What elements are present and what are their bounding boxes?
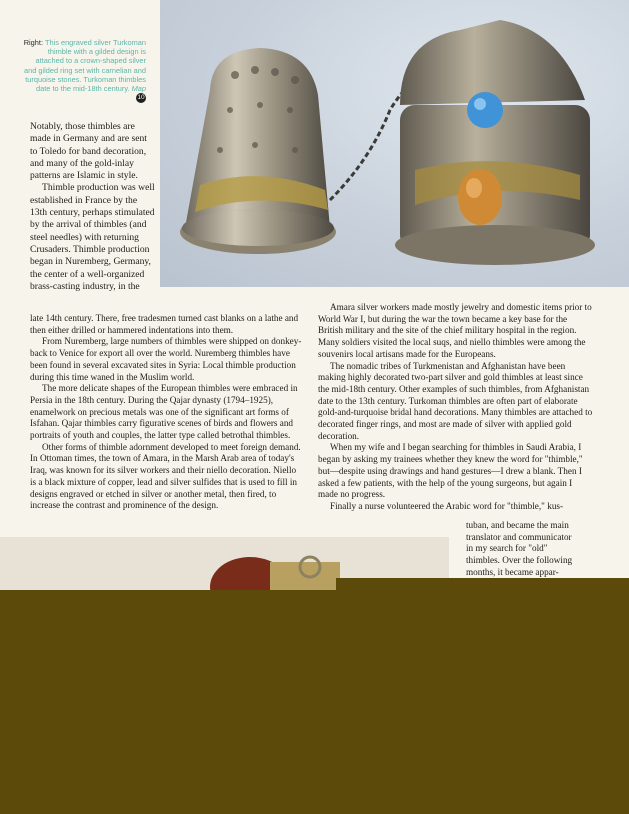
- map-label: Map: [131, 84, 146, 94]
- continued-text: [466, 520, 580, 579]
- map-number-badge: 10: [137, 94, 145, 102]
- paragraph: Finally a nurse volunteered the Arabic word for "thimble," kus-: [330, 500, 564, 511]
- paragraph: Thimble production was well established in France by the 13th century, perhaps stimulated by the arrival of thimbles (and steel needles) with returning Crusaders. Thimble production began in Nuremberg, Germany, the center of a well-organized brass-casting industry, in the: [30, 182, 155, 292]
- paragraph: The more delicate shapes of the European thimbles were embraced in Persia in the 18th century. During the Qajar dynasty (1794–1925), enamelwork on precious metals was one of the significant art forms of Isfahan. Qajar thimbles carry figurative scenes of birds and flowers and portraits of youth and couples, the latter type called betrothal thimbles.: [30, 383, 298, 441]
- thimble-photo: [160, 0, 629, 287]
- color-block: [0, 590, 629, 814]
- caption-lead: Right:: [23, 38, 44, 47]
- paragraph: Other forms of thimble adornment developed to meet foreign demand. In Ottoman times, the town of Amara, in the Marsh Arab area of today's Iraq, was known for its silver workers and their niello decoration. Niello is a black mixture of copper, lead and silver sulfides that is used to fill in designs engraved or etched in silver or another metal, then fired, to increase the contrast and prominence of the design.: [30, 441, 301, 511]
- caption-text: This engraved silver Turkoman thimble with a gilded design is attached to a crown-shaped silver and gilded ring set with carnelian and turquoise stones. Turkoman thimbles date to the mid-18th century.: [23, 38, 146, 94]
- right-column: [318, 302, 594, 513]
- paragraph: late 14th century. There, free tradesmen turned cast blanks on a lathe and then either drilled or hammered indentations into them.: [30, 313, 299, 335]
- paragraph: Notably, those thimbles are made in Germany and are sent to Toledo for band decoration, and many of the gold-inlay patterns are Islamic in style.: [30, 121, 147, 182]
- narrow-column: [30, 121, 156, 293]
- paragraph: From Nuremberg, large numbers of thimbles were shipped on donkey-back to Venice for export all over the world. Nuremberg thimbles have been found in several excavated sites in Syria: Local thimble production during this time waned in the Muslim world.: [30, 336, 302, 382]
- paragraph: When my wife and I began searching for thimbles in Saudi Arabia, I began by asking my trainees whether they knew the word for "thimble," but—despite using drawings and hand gestures—I drew a blank. Then I asked a few patients, with the help of the young surgeons, but again I made no progress.: [318, 442, 583, 500]
- left-column: [30, 313, 304, 512]
- paragraph: The nomadic tribes of Turkmenistan and Afghanistan have been making highly decorated two-part silver and gold thimbles at least since the mid-18th century. Other examples of such thimbles, from Afghanistan date to the 13th century. Turkoman thimbles are often part of elaborate gold-and-turquoise bridal hand decorations. Many thimbles are attached to decorated finger rings, and most are made of silver with applied gold decoration.: [318, 360, 593, 441]
- paragraph: tuban, and became the main translator and communicator in my search for "old" thimbles. Over the following months, it became appar-: [466, 520, 573, 577]
- photo-caption: [22, 38, 146, 103]
- paragraph: Amara silver workers made mostly jewelry and domestic items prior to World War I, but during the war the town became a key base for the British military and the site of the chief military hospital in the region. Many soldiers visited the local suqs, and niello thimbles were among the souvenirs local artisans made for the Europeans.: [318, 302, 592, 359]
